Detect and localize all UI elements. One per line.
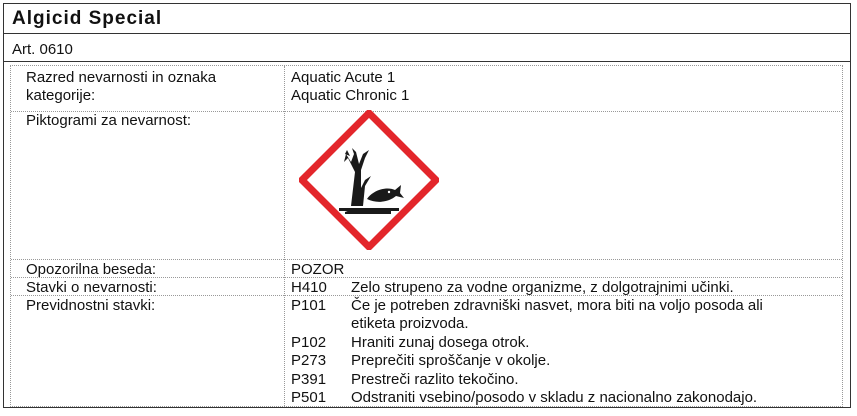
precautionary-text: Odstraniti vsebino/posodo v skladu z nacionalno zakonodajo. <box>351 389 758 406</box>
signal-word-label: Opozorilna beseda: <box>26 261 157 278</box>
hazard-class-value-1: Aquatic Acute 1 <box>291 69 396 86</box>
article-number: Art. 0610 <box>12 41 73 58</box>
hazard-statement-text: Zelo strupeno za vodne organizme, z dolgotrajnimi učinki. <box>351 279 734 296</box>
precautionary-text: Prestreči razlito tekočino. <box>351 371 519 388</box>
pictograms-label: Piktogrami za nevarnost: <box>26 112 192 129</box>
precautionary-code: P273 <box>291 352 327 369</box>
row-divider <box>11 259 842 260</box>
precautionary-text: Preprečiti sproščanje v okolje. <box>351 352 551 369</box>
hazard-statement-code: H410 <box>291 279 327 296</box>
precautionary-code: P101 <box>291 297 327 314</box>
precautionary-text: Če je potreben zdravniški nasvet, mora biti na voljo posoda ali etiketa proizvoda. <box>351 297 763 332</box>
title-row <box>4 4 850 34</box>
product-title: Algicid Special <box>12 8 163 29</box>
hazard-class-value-2: Aquatic Chronic 1 <box>291 87 410 104</box>
precautionary-code: P501 <box>291 389 327 406</box>
hazard-statements-label: Stavki o nevarnosti: <box>26 279 157 296</box>
precautionary-text: Hraniti zunaj dosega otrok. <box>351 334 530 351</box>
precautionary-code: P391 <box>291 371 327 388</box>
precautionary-statements-label: Previdnostni stavki: <box>26 297 156 314</box>
precautionary-code: P102 <box>291 334 327 351</box>
signal-word-value: POZOR <box>291 261 345 278</box>
column-divider <box>284 66 285 406</box>
article-row <box>4 34 850 62</box>
environment-hazard-icon <box>299 110 439 255</box>
label-frame <box>3 3 851 408</box>
hazard-table <box>10 65 843 407</box>
hazard-class-label: Razred nevarnosti in oznaka kategorije: <box>26 69 217 104</box>
